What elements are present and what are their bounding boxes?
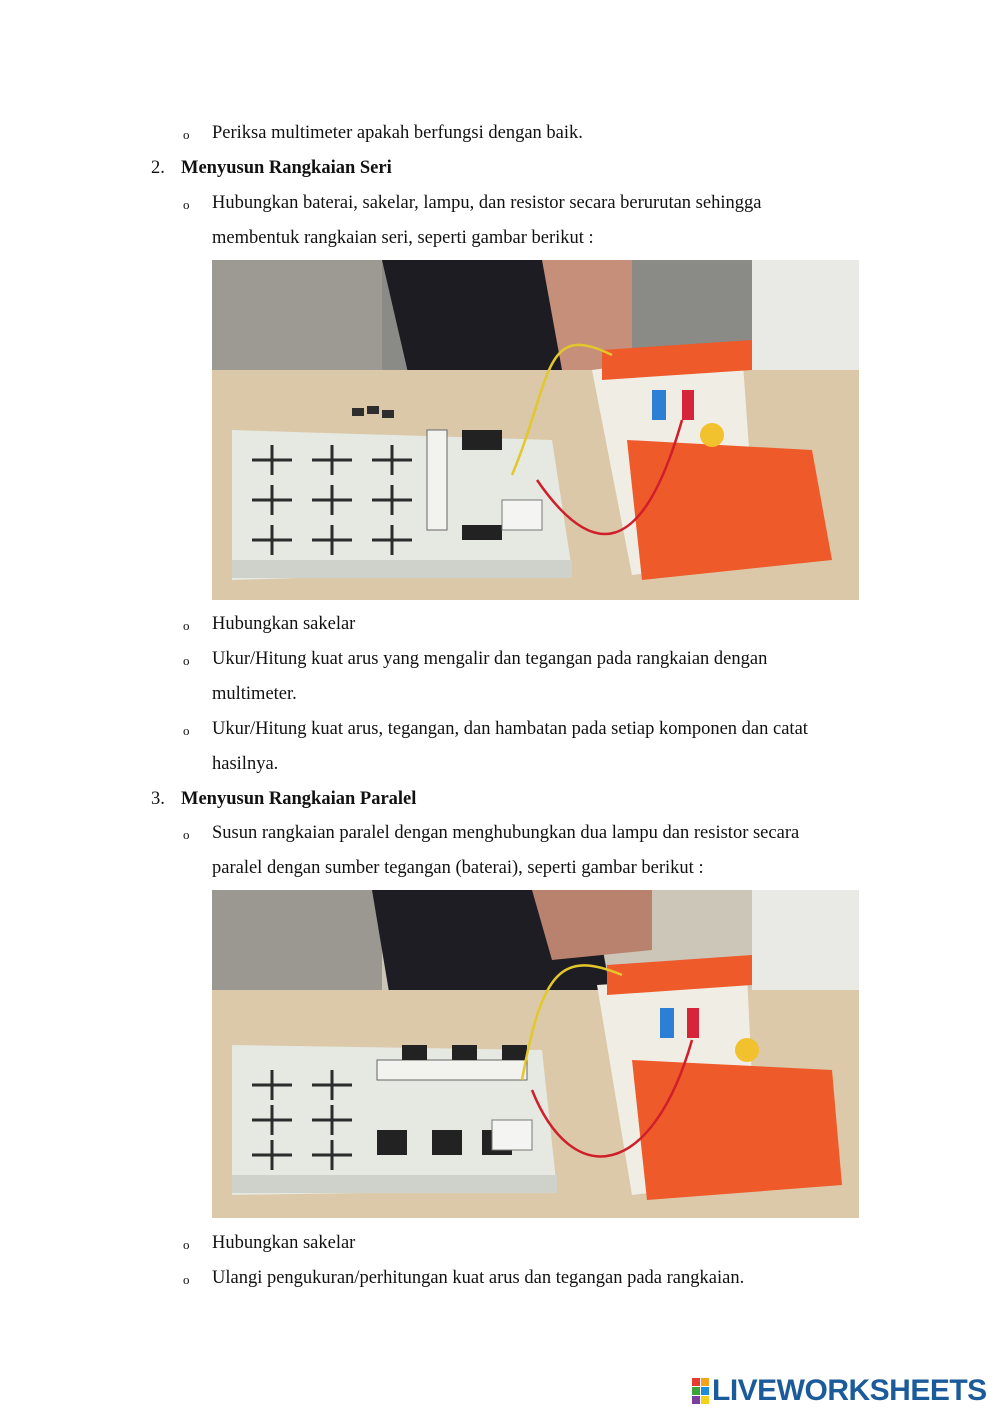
series-step-3-line-1: Ukur/Hitung kuat arus yang mengalir dan tegangan pada rangkaian dengan [212, 649, 768, 669]
parallel-circuit-photo [212, 890, 859, 1218]
bullet-icon: o [183, 197, 190, 212]
series-step-3-line-2: multimeter. [212, 684, 297, 704]
bullet-icon: o [183, 618, 190, 633]
liveworksheets-logo[interactable] [692, 1374, 992, 1408]
section-2-number: 2. [151, 158, 165, 178]
section-3-title: Menyusun Rangkaian Paralel [181, 789, 417, 809]
series-step-4-line-2: hasilnya. [212, 754, 279, 774]
series-step-4-line-1: Ukur/Hitung kuat arus, tegangan, dan hambatan pada setiap komponen dan catat [212, 719, 808, 739]
bullet-icon: o [183, 1272, 190, 1287]
series-step-1-line-2: membentuk rangkaian seri, seperti gambar berikut : [212, 228, 594, 248]
logo-text: LIVEWORKSHEETS [712, 1374, 987, 1407]
parallel-step-2: Hubungkan sakelar [212, 1233, 356, 1253]
parallel-step-3: Ulangi pengukuran/perhitungan kuat arus dan tegangan pada rangkaian. [212, 1268, 745, 1288]
parallel-step-1-line-2: paralel dengan sumber tegangan (baterai), seperti gambar berikut : [212, 858, 704, 878]
section-3-number: 3. [151, 789, 165, 809]
series-step-2: Hubungkan sakelar [212, 614, 356, 634]
series-circuit-photo [212, 260, 859, 600]
text-check-multimeter: Periksa multimeter apakah berfungsi dengan baik. [212, 123, 583, 143]
bullet-icon: o [183, 827, 190, 842]
logo-mark-icon [692, 1378, 709, 1404]
bullet-icon: o [183, 127, 190, 142]
series-step-1-line-1: Hubungkan baterai, sakelar, lampu, dan resistor secara berurutan sehingga [212, 193, 762, 213]
bullet-icon: o [183, 1237, 190, 1252]
bullet-icon: o [183, 723, 190, 738]
section-2-title: Menyusun Rangkaian Seri [181, 158, 392, 178]
bullet-icon: o [183, 653, 190, 668]
parallel-step-1-line-1: Susun rangkaian paralel dengan menghubungkan dua lampu dan resistor secara [212, 823, 800, 843]
